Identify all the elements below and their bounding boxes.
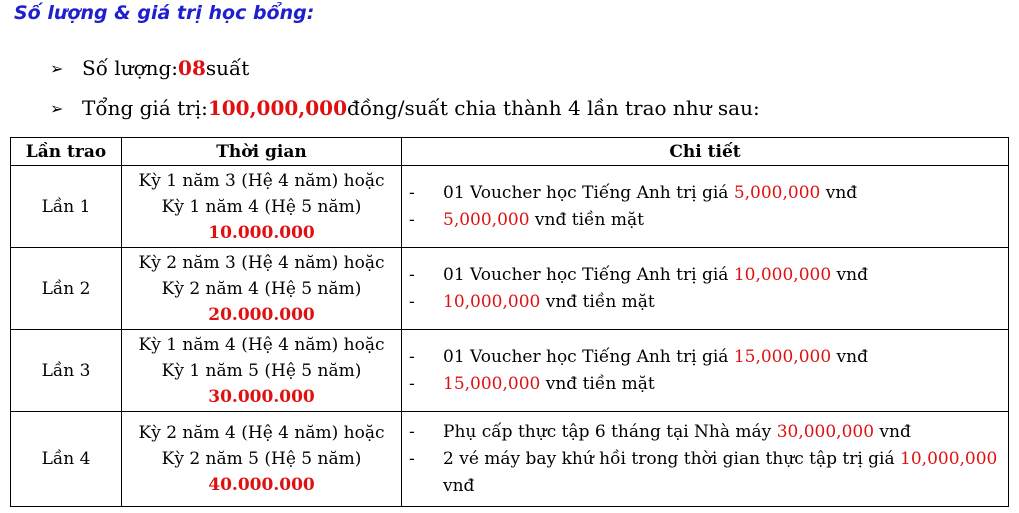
table-row [11,248,1009,330]
round-cell: Lần 3 [11,330,122,412]
detail-text: 01 Voucher học Tiếng Anh trị giá [443,346,734,367]
details-cell [402,248,1009,330]
detail-amount: 10,000,000 [733,264,832,285]
detail-text: vnđ tiền mặt [540,373,655,394]
quantity-label: Số lượng: [82,56,179,80]
detail-unit: vnđ [820,182,858,203]
details-cell [402,330,1009,412]
amount: 30.000.000 [208,386,315,407]
detail-item: - 15,000,000 vnđ tiền mặt [409,373,655,394]
round-cell: Lần 1 [11,166,122,248]
detail-text: 01 Voucher học Tiếng Anh trị giá [443,264,734,285]
time-cell [122,248,402,330]
time-line: Kỳ 2 năm 4 (Hệ 4 năm) hoặc [138,423,385,443]
quantity-suffix: suất [205,56,250,80]
detail-text: vnđ tiền mặt [540,291,655,312]
time-cell [122,166,402,248]
detail-item: - 2 vé máy bay khứ hồi trong thời gian thực tập trị giá 10,000,000 vnđ [409,448,998,496]
detail-unit: vnđ [443,475,475,496]
table-row [11,412,1009,507]
header-round: Lần trao [11,138,122,166]
table-header-row [11,138,1009,166]
bullet-quantity [50,56,249,80]
detail-amount: 10,000,000 [443,291,541,312]
detail-item: - 01 Voucher học Tiếng Anh trị giá 5,000,000 vnđ [409,182,858,203]
time-line: Kỳ 1 năm 4 (Hệ 4 năm) hoặc [138,334,385,355]
amount: 20.000.000 [208,304,315,325]
total-label: Tổng giá trị: [82,96,208,120]
detail-text: 01 Voucher học Tiếng Anh trị giá [443,182,734,203]
detail-amount: 5,000,000 [733,182,821,203]
round-cell: Lần 2 [11,248,122,330]
detail-unit: vnđ [831,346,868,367]
time-line: Kỳ 1 năm 4 (Hệ 5 năm) [161,196,362,217]
detail-item: - Phụ cấp thực tập 6 tháng tại Nhà máy 30,000,000 vnđ [409,421,911,442]
time-line: Kỳ 2 năm 4 (Hệ 5 năm) [161,278,362,299]
amount: 40.000.000 [208,475,315,495]
detail-item: - 5,000,000 vnđ tiền mặt [409,209,644,230]
detail-amount: 10,000,000 [900,448,998,469]
table-row [11,166,1009,248]
header-time: Thời gian [122,138,402,166]
time-line: Kỳ 2 năm 5 (Hệ 5 năm) [161,449,362,469]
amount: 10.000.000 [208,222,315,243]
time-cell [122,412,402,507]
detail-amount: 30,000,000 [776,421,875,442]
arrowhead-bullet-icon: ➢ [50,98,64,118]
time-line: Kỳ 1 năm 3 (Hệ 4 năm) hoặc [138,170,385,191]
award-schedule-table [10,137,1009,507]
total-value: 100,000,000 [207,96,348,120]
detail-unit: vnđ [831,264,868,285]
arrowhead-bullet-icon: ➢ [50,58,64,78]
round-cell: Lần 4 [11,412,122,507]
table-row [11,330,1009,412]
details-cell [402,412,1009,507]
detail-amount: 15,000,000 [443,373,541,394]
detail-item: - 01 Voucher học Tiếng Anh trị giá 15,000,000 vnđ [409,346,868,367]
bullet-total-value [50,96,760,120]
details-cell [402,166,1009,248]
time-cell [122,330,402,412]
quantity-value: 08 [178,56,206,80]
detail-item: - 01 Voucher học Tiếng Anh trị giá 10,000,000 vnđ [409,264,868,285]
header-details: Chi tiết [402,138,1009,166]
detail-text: vnđ tiền mặt [529,209,644,230]
detail-amount: 15,000,000 [733,346,832,367]
total-suffix: đồng/suất chia thành 4 lần trao như sau: [347,96,760,120]
detail-unit: vnđ [874,421,911,442]
detail-text: 2 vé máy bay khứ hồi trong thời gian thực tập trị giá [443,448,901,469]
detail-item: - 10,000,000 vnđ tiền mặt [409,291,655,312]
detail-text: Phụ cấp thực tập 6 tháng tại Nhà máy [443,421,777,442]
detail-amount: 5,000,000 [443,209,530,230]
section-heading: Số lượng & giá trị học bổng: [14,2,315,24]
time-line: Kỳ 1 năm 5 (Hệ 5 năm) [161,360,362,381]
time-line: Kỳ 2 năm 3 (Hệ 4 năm) hoặc [138,252,385,273]
